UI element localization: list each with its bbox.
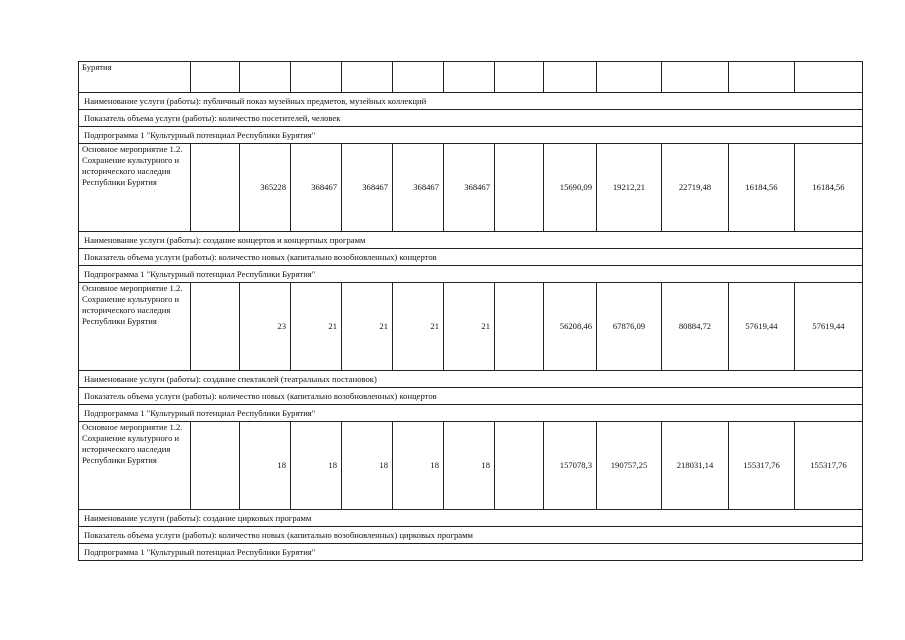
value-cell <box>597 62 662 93</box>
service-row <box>79 371 863 388</box>
finance-cell: 15690,09 <box>544 144 597 232</box>
finance-cell: 57619,44 <box>795 283 863 371</box>
finance-cell: 22719,48 <box>662 144 729 232</box>
table-row <box>79 422 863 510</box>
value-cell: 365228 <box>240 144 291 232</box>
indicator-row <box>79 388 863 405</box>
value-cell <box>240 62 291 93</box>
value-cell: 18 <box>291 422 342 510</box>
value-cell: 368467 <box>444 144 495 232</box>
value-cell <box>191 283 240 371</box>
finance-cell: 80884,72 <box>662 283 729 371</box>
finance-cell: 190757,25 <box>597 422 662 510</box>
subprogram-name: Подпрограмма 1 "Культурный потенциал Республики Бурятия" <box>79 405 863 422</box>
value-cell <box>191 144 240 232</box>
value-cell: 368467 <box>291 144 342 232</box>
service-row <box>79 232 863 249</box>
value-cell <box>393 62 444 93</box>
finance-cell: 16184,56 <box>729 144 795 232</box>
subprogram-name: Подпрограмма 1 "Культурный потенциал Республики Бурятия" <box>79 127 863 144</box>
indicator-name: Показатель объема услуги (работы): количество новых (капитально возобновленных) цирковых программ <box>79 527 863 544</box>
service-name: Наименование услуги (работы): публичный показ музейных предметов, музейных коллекций <box>79 93 863 110</box>
value-cell: 21 <box>393 283 444 371</box>
service-row <box>79 93 863 110</box>
finance-cell: 67876,09 <box>597 283 662 371</box>
row-name-cell: Основное мероприятие 1.2. Сохранение культурного и исторического наследия Республики Бурятия <box>79 283 191 371</box>
subprogram-row <box>79 127 863 144</box>
table-row <box>79 62 863 93</box>
value-cell <box>544 62 597 93</box>
value-cell <box>795 62 863 93</box>
row-name-cell: Бурятия <box>79 62 191 93</box>
finance-cell: 218031,14 <box>662 422 729 510</box>
subprogram-row <box>79 405 863 422</box>
indicator-name: Показатель объема услуги (работы): количество новых (капитально возобновленных) концертов <box>79 249 863 266</box>
value-cell: 368467 <box>342 144 393 232</box>
value-cell: 23 <box>240 283 291 371</box>
indicator-name: Показатель объема услуги (работы): количество новых (капитально возобновленных) концертов <box>79 388 863 405</box>
finance-cell: 155317,76 <box>729 422 795 510</box>
value-cell <box>444 62 495 93</box>
indicator-row <box>79 249 863 266</box>
value-cell <box>191 62 240 93</box>
finance-cell: 56208,46 <box>544 283 597 371</box>
service-name: Наименование услуги (работы): создание цирковых программ <box>79 510 863 527</box>
finance-cell: 157078,3 <box>544 422 597 510</box>
finance-cell: 57619,44 <box>729 283 795 371</box>
subprogram-row <box>79 266 863 283</box>
value-cell <box>342 62 393 93</box>
finance-cell: 16184,56 <box>795 144 863 232</box>
service-name: Наименование услуги (работы): создание концертов и концертных программ <box>79 232 863 249</box>
indicator-row <box>79 110 863 127</box>
value-cell <box>191 422 240 510</box>
indicator-name: Показатель объема услуги (работы): количество посетителей, человек <box>79 110 863 127</box>
table-row <box>79 144 863 232</box>
value-cell <box>662 62 729 93</box>
value-cell <box>291 62 342 93</box>
subprogram-name: Подпрограмма 1 "Культурный потенциал Республики Бурятия" <box>79 544 863 561</box>
finance-cell: 155317,76 <box>795 422 863 510</box>
value-cell <box>495 62 544 93</box>
value-cell: 368467 <box>393 144 444 232</box>
value-cell: 18 <box>240 422 291 510</box>
value-cell: 18 <box>444 422 495 510</box>
value-cell: 21 <box>291 283 342 371</box>
value-cell: 18 <box>393 422 444 510</box>
value-cell <box>495 144 544 232</box>
subprogram-name: Подпрограмма 1 "Культурный потенциал Республики Бурятия" <box>79 266 863 283</box>
row-name-cell: Основное мероприятие 1.2. Сохранение культурного и исторического наследия Республики Бурятия <box>79 144 191 232</box>
value-cell: 21 <box>342 283 393 371</box>
table-row <box>79 283 863 371</box>
indicator-row <box>79 527 863 544</box>
value-cell <box>495 283 544 371</box>
service-row <box>79 510 863 527</box>
budget-table <box>78 61 863 561</box>
value-cell <box>729 62 795 93</box>
value-cell: 21 <box>444 283 495 371</box>
subprogram-row <box>79 544 863 561</box>
value-cell: 18 <box>342 422 393 510</box>
service-name: Наименование услуги (работы): создание спектаклей (театральных постановок) <box>79 371 863 388</box>
row-name-cell: Основное мероприятие 1.2. Сохранение культурного и исторического наследия Республики Бурятия <box>79 422 191 510</box>
value-cell <box>495 422 544 510</box>
finance-cell: 19212,21 <box>597 144 662 232</box>
